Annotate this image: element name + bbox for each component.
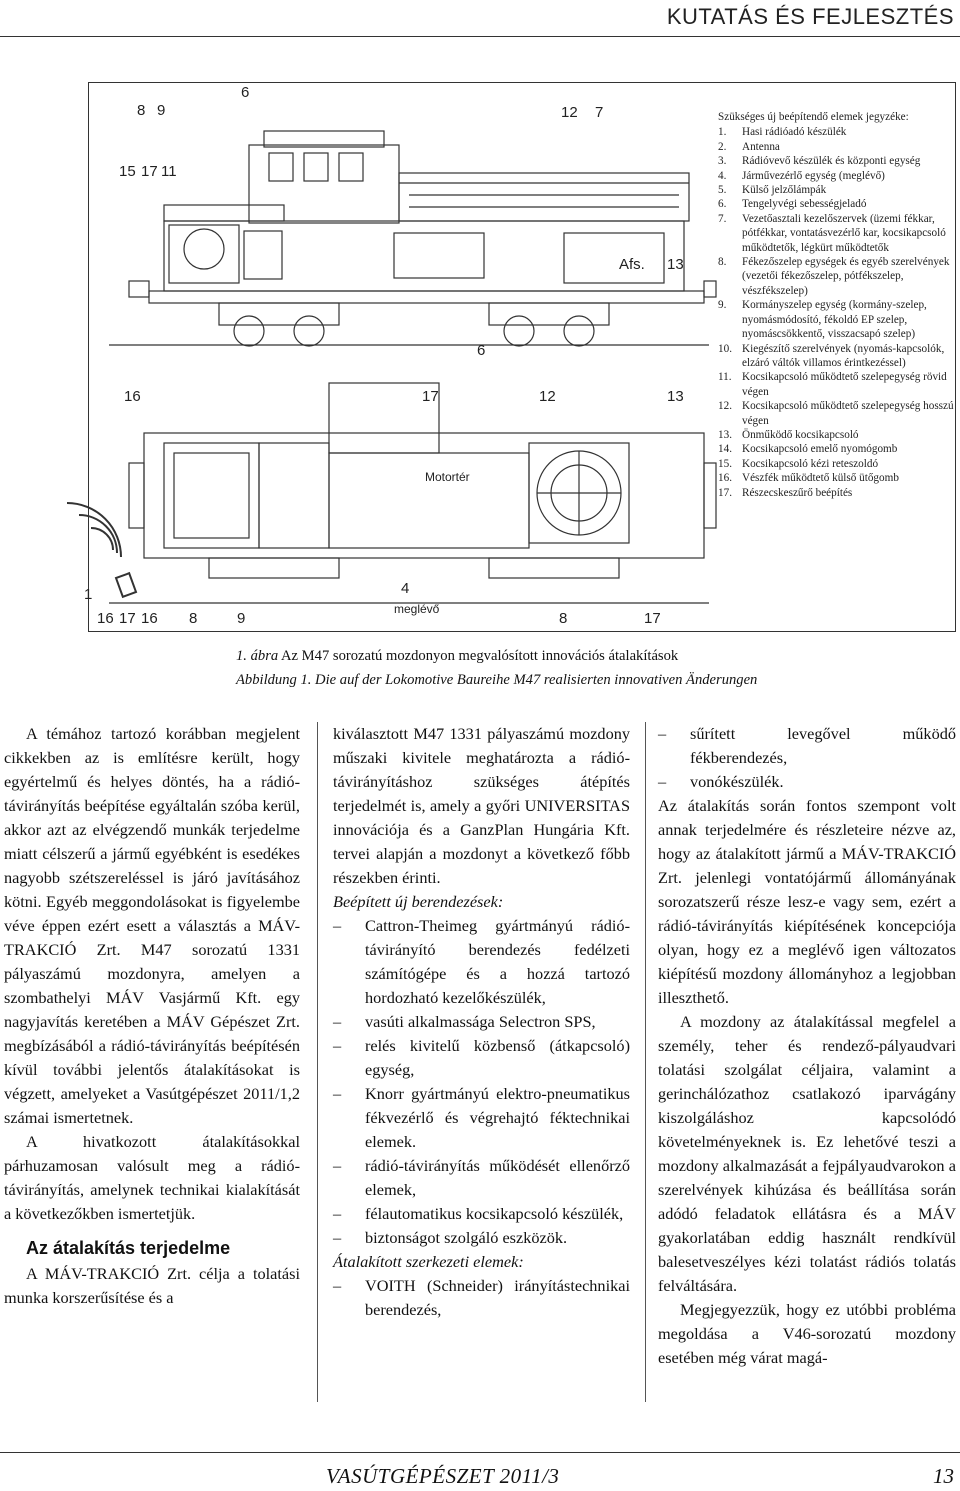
legend-item: 2. Antenna [718,140,780,153]
list-item: – VOITH (Schneider) irányítástechnikai berendezés, [333,1274,630,1322]
top-view [109,383,716,603]
legend-item: 11. Kocsikapcsoló működtető szelepegység rövid végen [718,371,947,398]
legend-item: 6. Tengelyvégi sebességjeladó [718,198,867,211]
legend-item: 10. Kiegészítő szerelvények (nyomás-kapcsolók, elzáró váltók villamos érintkezéssel) [718,342,945,369]
callout: 12 [539,388,556,405]
callout: 15 [119,163,136,180]
legend-item: 14. Kocsikapcsoló emelő nyomógomb [718,443,898,456]
callout: 13 [667,388,684,405]
drawing-label: Motortér [425,470,470,484]
legend-item: 17. Részecskeszűrő beépítés [718,486,853,499]
paragraph: kiválasztott M47 1331 pályaszámú mozdony műszaki kivitele meghatározta a rádió-távirányításhoz szükséges átépítés terjedelmét is, amely a győri UNIVERSITAS innovációja és a GanzPlan Hungária Kft. tervei alapján a mozdonyt a következő főbb részekben érinti. [333,724,630,887]
list-item: – vonókészülék. [658,770,956,794]
subheading: Beépített új berendezések: [333,892,504,911]
callout: 13 [667,256,684,273]
legend-item: 3. Rádióvevő készülék és központi egység [718,155,921,168]
list-item: – biztonságot szolgáló eszközök. [333,1226,630,1250]
locomotive-drawing [84,83,717,629]
legend-item: 7. Vezetőasztali kezelőszervek (üzemi fékkar, pótfékkar, vontatásvezérlő kar, kocsikapcsoló működtetők, légkürt működtetők [718,212,946,254]
list-item: – relés kivitelű közbenső (átkapcsoló) egység, [333,1034,630,1082]
callout: 16 [141,610,158,627]
subheading: Átalakított szerkezeti elemek: [333,1252,524,1271]
section-heading: Az átalakítás terjedelme [26,1238,231,1258]
legend-item: 1. Hasi rádióadó készülék [718,126,847,139]
callout: 4 [401,580,410,597]
list-item: – rádió-távirányítás működését ellenőrző elemek, [333,1154,630,1202]
legend-item: 15. Kocsikapcsoló kézi reteszoldó [718,457,879,470]
paragraph: A mozdony az átalakítással megfelel a személy, teher és rendező-pályaudvari tolatási szolgálat céljaira, valamint a gerinchálózathoz csatlakozó iparvágány kiszolgáláshoz kapcsolódó követelményeknek is. Ez lehetővé teszi a mozdony alkalmazását a fejpályaudvarokon a szerelvények kihúzása és beállítása során adódó feladatok ellátásra és a MÁV gyakorlatában eddig használt rendkívül balesetveszélyes kézi tolatást rádiós tolatás felváltására. [658,1012,956,1295]
body-column-3 [658,722,956,1370]
figure-legend [718,110,958,500]
paragraph: A témához tartozó korábban megjelent cikkekben az is említésre került, hogy egyértelmű és helyes döntés, ha a rádió-távirányítás beépítése egyáltalán szóba kerül, akkor azt az elvégzendő munkák terjedelme miatt célszerű a jármű egyébként is esedékes nagyobb szétszereléssel is járó javításához kötni. Egyéb meggondolásokat is figyelembe véve éppen ezért esett a választás a MÁV-TRAKCIÓ Zrt. M47 sorozatú 1331 pályaszámú mozdonyra, amelyen a szombathelyi MÁV Vasjármű Kft. egy nagyjavítás keretében a MÁV Gépészet Zrt. megbízásából a rádió-távirányítás beépítésén kívül további jelentős átalakításokat is végzett, amelyeket a Vasútgépészet 2011/1,2 számai ismertetnek. [4,724,300,1127]
paragraph: Az átalakítás során fontos szempont volt annak terjedelmére és részleteire nézve az, hogy az átalakított jármű a MÁV-TRAKCIÓ Zrt. jelenlegi vontatójármű állományának sorozatszerű része lesz-e vagy sem, ezért a rádió-távirányítás kiépítésének koncepciója olyan, hogy ez a meglévő igen változatos kiépítésű mozdony állományhoz a legjobban illeszthető. [658,796,956,1007]
list-item: – vasúti alkalmassága Selectron SPS, [333,1010,630,1034]
callout: Afs. [619,256,645,273]
paragraph: A hivatkozott átalakításokkal párhuzamosan valósult meg a rádió-távirányítás, amelynek technikai kialakítását a következőkben ismertetjük. [4,1132,300,1223]
footer-magazine: VASÚTGÉPÉSZET 2011/3 [326,1464,560,1488]
legend-list [718,125,958,500]
callout: 12 [561,104,578,121]
callout: 17 [644,610,661,627]
paragraph: A MÁV-TRAKCIÓ Zrt. célja a tolatási munka korszerűsítése és a [4,1264,300,1307]
figure-caption-de: Abbildung 1. Die auf der Lokomotive Baureihe M47 realisierten innovativen Änderungen [236,672,758,688]
legend-title: Szükséges új beépítendő elemek jegyzéke: [718,111,909,123]
legend-item: 16. Vészfék működtető külső ütőgomb [718,472,899,485]
legend-item: 4. Járművezérlő egység (meglévő) [718,169,885,182]
callout: 17 [422,388,439,405]
callout: 16 [124,388,141,405]
list-item: – Cattron-Theimeg gyártmányú rádió-távirányító berendezés fedélzeti számítógépe és a hozzá tartozó hordozható kezelőkészülék, [333,914,630,1010]
header-rule [0,36,960,37]
callout: 9 [237,610,246,627]
callout: 6 [241,84,250,101]
callout: 16 [97,610,114,627]
list-item: – félautomatikus kocsikapcsoló készülék, [333,1202,630,1226]
callout: 8 [559,610,568,627]
callout: 17 [119,610,136,627]
legend-item: 5. Külső jelzőlámpák [718,184,827,197]
legend-item: 13. Önműködő kocsikapcsoló [718,428,859,441]
callout: 9 [157,102,166,119]
footer-rule [0,1452,960,1453]
callout-labels [84,84,684,627]
legend-item: 9. Kormányszelep egység (kormány-szelep, nyomásmódosító, fékoldó EP szelep, nyomáscsökkentő, visszacsapó szelep) [718,299,927,341]
legend-item: 8. Fékezőszelep egységek és egyéb szerelvények (vezetői fékezőszelep, pótfékszelep, vészfékszelep) [718,256,950,297]
legend-item: 12. Kocsikapcsoló működtető szelepegység hosszú végen [718,400,954,427]
remote-radio-icon [67,503,136,597]
page-number: 13 [933,1464,954,1488]
running-head: KUTATÁS ÉS FEJLESZTÉS [666,4,954,29]
drawing-label: meglévő [394,602,440,616]
callout: 11 [161,163,177,180]
list-item: – Knorr gyártmányú elektro-pneumatikus fékvezérlő és végrehajtó féktechnikai elemek. [333,1082,630,1154]
callout: 8 [137,102,146,119]
list-item: – sűrített levegővel működő fékberendezés, [658,722,956,770]
column-rule [645,722,646,1402]
body-column-2 [333,722,630,1322]
callout: 17 [141,163,158,180]
column-rule [317,722,318,1402]
figure-caption-hu: 1. ábra Az M47 sorozatú mozdonyon megvalósított innovációs átalakítások [236,648,679,664]
callout: 6 [477,342,486,359]
callout: 1 [84,586,93,603]
side-view [109,131,716,346]
callout: 8 [189,610,198,627]
paragraph: Megjegyezzük, hogy ez utóbbi probléma megoldása a V46-sorozatú mozdony esetében még várat magá- [658,1300,956,1367]
callout: 7 [595,104,604,121]
body-column-1 [4,722,300,1310]
